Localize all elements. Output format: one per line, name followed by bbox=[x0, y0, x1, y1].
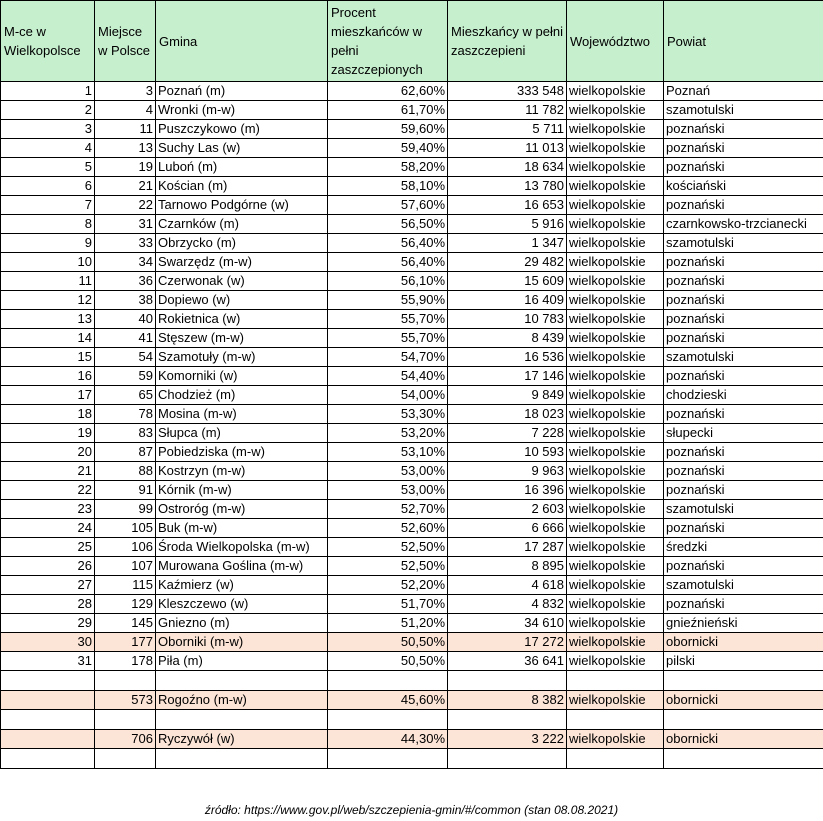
source-note: źródło: https://www.gov.pl/web/szczepienia-gmin/#/common (stan 08.08.2021) bbox=[204, 803, 619, 817]
cell-residents[interactable]: 4 618 bbox=[448, 576, 567, 595]
cell-percent[interactable]: 58,20% bbox=[328, 158, 448, 177]
cell-percent[interactable]: 51,20% bbox=[328, 614, 448, 633]
cell-voivodeship[interactable]: wielkopolskie bbox=[567, 557, 664, 576]
cell-gmina[interactable]: Komorniki (w) bbox=[156, 367, 328, 386]
table-row bbox=[1, 595, 823, 614]
header-gmina[interactable]: Gmina bbox=[156, 1, 328, 82]
cell-county[interactable]: poznański bbox=[664, 158, 823, 177]
cell-voivodeship[interactable]: wielkopolskie bbox=[567, 614, 664, 633]
cell-gmina[interactable]: Rogoźno (m-w) bbox=[156, 691, 328, 710]
header-voivodeship[interactable]: Województwo bbox=[567, 1, 664, 82]
empty-cell[interactable] bbox=[567, 710, 664, 730]
cell-rank-poland[interactable]: 38 bbox=[95, 291, 156, 310]
table-row bbox=[1, 538, 823, 557]
table-row bbox=[1, 234, 823, 253]
cell-rank-poland[interactable]: 65 bbox=[95, 386, 156, 405]
cell-rank-poland[interactable]: 87 bbox=[95, 443, 156, 462]
cell-rank-poland[interactable]: 178 bbox=[95, 652, 156, 671]
cell-gmina[interactable]: Swarzędz (m-w) bbox=[156, 253, 328, 272]
cell-county[interactable]: poznański bbox=[664, 443, 823, 462]
cell-voivodeship[interactable]: wielkopolskie bbox=[567, 348, 664, 367]
cell-residents[interactable]: 11 013 bbox=[448, 139, 567, 158]
cell-rank-wielkopolska[interactable]: 11 bbox=[1, 272, 95, 291]
cell-gmina[interactable]: Kościan (m) bbox=[156, 177, 328, 196]
cell-rank-poland[interactable]: 177 bbox=[95, 633, 156, 652]
cell-rank-poland[interactable]: 34 bbox=[95, 253, 156, 272]
cell-percent[interactable]: 52,70% bbox=[328, 500, 448, 519]
cell-county[interactable]: szamotulski bbox=[664, 234, 823, 253]
cell-residents[interactable]: 16 396 bbox=[448, 481, 567, 500]
cell-rank-poland[interactable]: 145 bbox=[95, 614, 156, 633]
cell-residents[interactable]: 8 439 bbox=[448, 329, 567, 348]
cell-percent[interactable]: 50,50% bbox=[328, 652, 448, 671]
cell-percent[interactable]: 52,60% bbox=[328, 519, 448, 538]
cell-voivodeship[interactable]: wielkopolskie bbox=[567, 272, 664, 291]
cell-rank-poland[interactable]: 36 bbox=[95, 272, 156, 291]
cell-county[interactable]: obornicki bbox=[664, 691, 823, 710]
cell-rank-poland[interactable]: 78 bbox=[95, 405, 156, 424]
cell-percent[interactable]: 45,60% bbox=[328, 691, 448, 710]
cell-percent[interactable]: 59,40% bbox=[328, 139, 448, 158]
cell-rank-poland[interactable]: 40 bbox=[95, 310, 156, 329]
cell-residents[interactable]: 18 023 bbox=[448, 405, 567, 424]
cell-voivodeship[interactable]: wielkopolskie bbox=[567, 120, 664, 139]
cell-rank-wielkopolska[interactable]: 16 bbox=[1, 367, 95, 386]
cell-residents[interactable]: 9 963 bbox=[448, 462, 567, 481]
cell-county[interactable]: poznański bbox=[664, 519, 823, 538]
empty-cell[interactable] bbox=[328, 671, 448, 691]
cell-county[interactable]: kościański bbox=[664, 177, 823, 196]
cell-county[interactable]: poznański bbox=[664, 139, 823, 158]
empty-cell[interactable] bbox=[95, 671, 156, 691]
empty-cell[interactable] bbox=[156, 671, 328, 691]
table-row bbox=[1, 557, 823, 576]
cell-residents[interactable]: 8 382 bbox=[448, 691, 567, 710]
empty-cell[interactable] bbox=[448, 749, 567, 769]
cell-voivodeship[interactable]: wielkopolskie bbox=[567, 196, 664, 215]
table-row bbox=[1, 329, 823, 348]
cell-county[interactable]: poznański bbox=[664, 120, 823, 139]
cell-county[interactable]: poznański bbox=[664, 405, 823, 424]
empty-cell[interactable] bbox=[664, 710, 823, 730]
cell-gmina[interactable]: Czerwonak (w) bbox=[156, 272, 328, 291]
cell-residents[interactable]: 6 666 bbox=[448, 519, 567, 538]
table-row bbox=[1, 272, 823, 291]
table-row bbox=[1, 576, 823, 595]
cell-county[interactable]: poznański bbox=[664, 272, 823, 291]
cell-rank-poland[interactable]: 115 bbox=[95, 576, 156, 595]
cell-county[interactable]: poznański bbox=[664, 196, 823, 215]
cell-residents[interactable]: 10 783 bbox=[448, 310, 567, 329]
cell-county[interactable]: szamotulski bbox=[664, 101, 823, 120]
cell-voivodeship[interactable]: wielkopolskie bbox=[567, 82, 664, 101]
cell-gmina[interactable]: Obrzycko (m) bbox=[156, 234, 328, 253]
cell-county[interactable]: poznański bbox=[664, 595, 823, 614]
cell-voivodeship[interactable]: wielkopolskie bbox=[567, 443, 664, 462]
table-row bbox=[1, 614, 823, 633]
cell-rank-poland[interactable]: 91 bbox=[95, 481, 156, 500]
empty-cell[interactable] bbox=[1, 749, 95, 769]
cell-residents[interactable]: 333 548 bbox=[448, 82, 567, 101]
cell-gmina[interactable]: Buk (m-w) bbox=[156, 519, 328, 538]
cell-gmina[interactable]: Środa Wielkopolska (m-w) bbox=[156, 538, 328, 557]
cell-voivodeship[interactable]: wielkopolskie bbox=[567, 500, 664, 519]
cell-rank-poland[interactable]: 59 bbox=[95, 367, 156, 386]
empty-cell[interactable] bbox=[567, 749, 664, 769]
cell-rank-poland[interactable]: 83 bbox=[95, 424, 156, 443]
cell-rank-poland[interactable]: 3 bbox=[95, 82, 156, 101]
cell-percent[interactable]: 51,70% bbox=[328, 595, 448, 614]
cell-gmina[interactable]: Mosina (m-w) bbox=[156, 405, 328, 424]
cell-voivodeship[interactable]: wielkopolskie bbox=[567, 215, 664, 234]
cell-residents[interactable]: 17 272 bbox=[448, 633, 567, 652]
cell-county[interactable]: obornicki bbox=[664, 730, 823, 749]
cell-rank-poland[interactable]: 11 bbox=[95, 120, 156, 139]
cell-rank-wielkopolska[interactable] bbox=[1, 691, 95, 710]
empty-cell[interactable] bbox=[1, 710, 95, 730]
cell-rank-wielkopolska[interactable] bbox=[1, 730, 95, 749]
cell-rank-wielkopolska[interactable]: 30 bbox=[1, 633, 95, 652]
header-percent-vaccinated[interactable]: Procent mieszkańców w pełni zaszczepionych bbox=[328, 1, 448, 82]
cell-rank-wielkopolska[interactable]: 27 bbox=[1, 576, 95, 595]
cell-gmina[interactable]: Kleszczewo (w) bbox=[156, 595, 328, 614]
cell-residents[interactable]: 1 347 bbox=[448, 234, 567, 253]
cell-voivodeship[interactable]: wielkopolskie bbox=[567, 177, 664, 196]
cell-gmina[interactable]: Stęszew (m-w) bbox=[156, 329, 328, 348]
cell-gmina[interactable]: Ryczywół (w) bbox=[156, 730, 328, 749]
cell-rank-wielkopolska[interactable]: 2 bbox=[1, 101, 95, 120]
table-row bbox=[1, 424, 823, 443]
cell-gmina[interactable]: Tarnowo Podgórne (w) bbox=[156, 196, 328, 215]
cell-residents[interactable]: 4 832 bbox=[448, 595, 567, 614]
cell-county[interactable]: pilski bbox=[664, 652, 823, 671]
cell-rank-wielkopolska[interactable]: 9 bbox=[1, 234, 95, 253]
cell-percent[interactable]: 53,20% bbox=[328, 424, 448, 443]
cell-gmina[interactable]: Chodzież (m) bbox=[156, 386, 328, 405]
cell-residents[interactable]: 17 146 bbox=[448, 367, 567, 386]
cell-rank-poland[interactable]: 573 bbox=[95, 691, 156, 710]
empty-cell[interactable] bbox=[567, 671, 664, 691]
cell-gmina[interactable]: Czarnków (m) bbox=[156, 215, 328, 234]
cell-county[interactable]: szamotulski bbox=[664, 500, 823, 519]
cell-rank-wielkopolska[interactable]: 29 bbox=[1, 614, 95, 633]
cell-gmina[interactable]: Puszczykowo (m) bbox=[156, 120, 328, 139]
cell-voivodeship[interactable]: wielkopolskie bbox=[567, 652, 664, 671]
cell-gmina[interactable]: Suchy Las (w) bbox=[156, 139, 328, 158]
empty-cell[interactable] bbox=[664, 749, 823, 769]
table-row bbox=[1, 462, 823, 481]
cell-percent[interactable]: 62,60% bbox=[328, 82, 448, 101]
cell-voivodeship[interactable]: wielkopolskie bbox=[567, 234, 664, 253]
table-row bbox=[1, 386, 823, 405]
cell-county[interactable]: poznański bbox=[664, 253, 823, 272]
cell-rank-wielkopolska[interactable]: 17 bbox=[1, 386, 95, 405]
cell-percent[interactable]: 55,70% bbox=[328, 310, 448, 329]
cell-gmina[interactable]: Piła (m) bbox=[156, 652, 328, 671]
cell-rank-wielkopolska[interactable]: 12 bbox=[1, 291, 95, 310]
cell-rank-wielkopolska[interactable]: 23 bbox=[1, 500, 95, 519]
cell-rank-poland[interactable]: 54 bbox=[95, 348, 156, 367]
table-row bbox=[1, 500, 823, 519]
cell-voivodeship[interactable]: wielkopolskie bbox=[567, 405, 664, 424]
cell-rank-wielkopolska[interactable]: 25 bbox=[1, 538, 95, 557]
cell-rank-poland[interactable]: 105 bbox=[95, 519, 156, 538]
cell-residents[interactable]: 5 916 bbox=[448, 215, 567, 234]
cell-county[interactable]: poznański bbox=[664, 310, 823, 329]
cell-county[interactable]: Poznań bbox=[664, 82, 823, 101]
table-body bbox=[1, 82, 823, 769]
cell-residents[interactable]: 5 711 bbox=[448, 120, 567, 139]
empty-row bbox=[1, 749, 823, 769]
table-row bbox=[1, 158, 823, 177]
cell-rank-poland[interactable]: 706 bbox=[95, 730, 156, 749]
empty-row bbox=[1, 671, 823, 691]
cell-gmina[interactable]: Kaźmierz (w) bbox=[156, 576, 328, 595]
cell-rank-poland[interactable]: 33 bbox=[95, 234, 156, 253]
cell-residents[interactable]: 2 603 bbox=[448, 500, 567, 519]
cell-percent[interactable]: 50,50% bbox=[328, 633, 448, 652]
cell-voivodeship[interactable]: wielkopolskie bbox=[567, 576, 664, 595]
table-row bbox=[1, 405, 823, 424]
cell-rank-wielkopolska[interactable]: 8 bbox=[1, 215, 95, 234]
cell-voivodeship[interactable]: wielkopolskie bbox=[567, 519, 664, 538]
cell-percent[interactable]: 54,00% bbox=[328, 386, 448, 405]
cell-rank-wielkopolska[interactable]: 15 bbox=[1, 348, 95, 367]
empty-cell[interactable] bbox=[328, 710, 448, 730]
empty-cell[interactable] bbox=[448, 710, 567, 730]
cell-residents[interactable]: 7 228 bbox=[448, 424, 567, 443]
cell-percent[interactable]: 54,40% bbox=[328, 367, 448, 386]
cell-rank-wielkopolska[interactable]: 18 bbox=[1, 405, 95, 424]
cell-residents[interactable]: 36 641 bbox=[448, 652, 567, 671]
cell-rank-poland[interactable]: 22 bbox=[95, 196, 156, 215]
cell-rank-poland[interactable]: 107 bbox=[95, 557, 156, 576]
cell-rank-wielkopolska[interactable]: 21 bbox=[1, 462, 95, 481]
table-row bbox=[1, 652, 823, 671]
cell-gmina[interactable]: Murowana Goślina (m-w) bbox=[156, 557, 328, 576]
cell-percent[interactable]: 56,40% bbox=[328, 234, 448, 253]
empty-cell[interactable] bbox=[95, 749, 156, 769]
cell-rank-poland[interactable]: 13 bbox=[95, 139, 156, 158]
cell-percent[interactable]: 53,00% bbox=[328, 462, 448, 481]
cell-county[interactable]: poznański bbox=[664, 329, 823, 348]
table-row bbox=[1, 120, 823, 139]
cell-residents[interactable]: 17 287 bbox=[448, 538, 567, 557]
table-row bbox=[1, 633, 823, 652]
cell-county[interactable]: średzki bbox=[664, 538, 823, 557]
cell-percent[interactable]: 54,70% bbox=[328, 348, 448, 367]
cell-voivodeship[interactable]: wielkopolskie bbox=[567, 367, 664, 386]
cell-rank-poland[interactable]: 129 bbox=[95, 595, 156, 614]
cell-county[interactable]: poznański bbox=[664, 462, 823, 481]
empty-cell[interactable] bbox=[448, 671, 567, 691]
cell-gmina[interactable]: Oborniki (m-w) bbox=[156, 633, 328, 652]
cell-residents[interactable]: 16 409 bbox=[448, 291, 567, 310]
cell-rank-wielkopolska[interactable]: 10 bbox=[1, 253, 95, 272]
table-row bbox=[1, 348, 823, 367]
cell-voivodeship[interactable]: wielkopolskie bbox=[567, 158, 664, 177]
cell-voivodeship[interactable]: wielkopolskie bbox=[567, 329, 664, 348]
cell-rank-poland[interactable]: 41 bbox=[95, 329, 156, 348]
cell-county[interactable]: gnieźnieński bbox=[664, 614, 823, 633]
header-rank-poland[interactable]: Miejsce w Polsce bbox=[95, 1, 156, 82]
cell-residents[interactable]: 9 849 bbox=[448, 386, 567, 405]
cell-voivodeship[interactable]: wielkopolskie bbox=[567, 386, 664, 405]
cell-residents[interactable]: 13 780 bbox=[448, 177, 567, 196]
cell-county[interactable]: poznański bbox=[664, 481, 823, 500]
cell-rank-wielkopolska[interactable]: 5 bbox=[1, 158, 95, 177]
cell-percent[interactable]: 59,60% bbox=[328, 120, 448, 139]
empty-cell[interactable] bbox=[156, 749, 328, 769]
cell-rank-poland[interactable]: 88 bbox=[95, 462, 156, 481]
cell-county[interactable]: słupecki bbox=[664, 424, 823, 443]
empty-cell[interactable] bbox=[156, 710, 328, 730]
cell-rank-wielkopolska[interactable]: 14 bbox=[1, 329, 95, 348]
cell-voivodeship[interactable]: wielkopolskie bbox=[567, 462, 664, 481]
cell-percent[interactable]: 61,70% bbox=[328, 101, 448, 120]
cell-rank-wielkopolska[interactable]: 24 bbox=[1, 519, 95, 538]
empty-cell[interactable] bbox=[664, 671, 823, 691]
cell-residents[interactable]: 8 895 bbox=[448, 557, 567, 576]
cell-gmina[interactable]: Poznań (m) bbox=[156, 82, 328, 101]
cell-rank-poland[interactable]: 19 bbox=[95, 158, 156, 177]
cell-residents[interactable]: 3 222 bbox=[448, 730, 567, 749]
cell-gmina[interactable]: Wronki (m-w) bbox=[156, 101, 328, 120]
cell-gmina[interactable]: Ostroróg (m-w) bbox=[156, 500, 328, 519]
table-row bbox=[1, 101, 823, 120]
cell-voivodeship[interactable]: wielkopolskie bbox=[567, 538, 664, 557]
cell-residents[interactable]: 29 482 bbox=[448, 253, 567, 272]
header-residents-vaccinated[interactable]: Mieszkańcy w pełni zaszczepieni bbox=[448, 1, 567, 82]
cell-gmina[interactable]: Gniezno (m) bbox=[156, 614, 328, 633]
cell-county[interactable]: poznański bbox=[664, 291, 823, 310]
empty-cell[interactable] bbox=[328, 749, 448, 769]
cell-rank-wielkopolska[interactable]: 19 bbox=[1, 424, 95, 443]
cell-percent[interactable]: 52,50% bbox=[328, 557, 448, 576]
table-row bbox=[1, 196, 823, 215]
cell-rank-wielkopolska[interactable]: 3 bbox=[1, 120, 95, 139]
cell-rank-poland[interactable]: 4 bbox=[95, 101, 156, 120]
table-header bbox=[1, 1, 823, 82]
cell-percent[interactable]: 56,40% bbox=[328, 253, 448, 272]
cell-percent[interactable]: 55,70% bbox=[328, 329, 448, 348]
cell-percent[interactable]: 56,50% bbox=[328, 215, 448, 234]
cell-residents[interactable]: 34 610 bbox=[448, 614, 567, 633]
cell-percent[interactable]: 58,10% bbox=[328, 177, 448, 196]
cell-voivodeship[interactable]: wielkopolskie bbox=[567, 633, 664, 652]
cell-residents[interactable]: 16 536 bbox=[448, 348, 567, 367]
cell-rank-wielkopolska[interactable]: 4 bbox=[1, 139, 95, 158]
empty-cell[interactable] bbox=[95, 710, 156, 730]
table-row bbox=[1, 691, 823, 710]
cell-percent[interactable]: 52,20% bbox=[328, 576, 448, 595]
cell-rank-poland[interactable]: 106 bbox=[95, 538, 156, 557]
cell-rank-wielkopolska[interactable]: 1 bbox=[1, 82, 95, 101]
table-row bbox=[1, 730, 823, 749]
header-county[interactable]: Powiat bbox=[664, 1, 823, 82]
table-row bbox=[1, 139, 823, 158]
cell-gmina[interactable]: Słupca (m) bbox=[156, 424, 328, 443]
cell-voivodeship[interactable]: wielkopolskie bbox=[567, 253, 664, 272]
cell-voivodeship[interactable]: wielkopolskie bbox=[567, 595, 664, 614]
empty-cell[interactable] bbox=[1, 671, 95, 691]
cell-gmina[interactable]: Dopiewo (w) bbox=[156, 291, 328, 310]
cell-voivodeship[interactable]: wielkopolskie bbox=[567, 730, 664, 749]
cell-rank-wielkopolska[interactable]: 26 bbox=[1, 557, 95, 576]
table-row bbox=[1, 253, 823, 272]
table-row bbox=[1, 443, 823, 462]
cell-county[interactable]: chodzieski bbox=[664, 386, 823, 405]
cell-rank-wielkopolska[interactable]: 31 bbox=[1, 652, 95, 671]
cell-rank-wielkopolska[interactable]: 13 bbox=[1, 310, 95, 329]
table-row bbox=[1, 367, 823, 386]
cell-voivodeship[interactable]: wielkopolskie bbox=[567, 310, 664, 329]
table-row bbox=[1, 310, 823, 329]
cell-voivodeship[interactable]: wielkopolskie bbox=[567, 481, 664, 500]
cell-residents[interactable]: 18 634 bbox=[448, 158, 567, 177]
table-row bbox=[1, 519, 823, 538]
cell-rank-poland[interactable]: 21 bbox=[95, 177, 156, 196]
cell-county[interactable]: poznański bbox=[664, 557, 823, 576]
table-row bbox=[1, 82, 823, 101]
cell-gmina[interactable]: Szamotuły (m-w) bbox=[156, 348, 328, 367]
cell-gmina[interactable]: Kostrzyn (m-w) bbox=[156, 462, 328, 481]
cell-voivodeship[interactable]: wielkopolskie bbox=[567, 424, 664, 443]
empty-row bbox=[1, 710, 823, 730]
cell-voivodeship[interactable]: wielkopolskie bbox=[567, 291, 664, 310]
cell-percent[interactable]: 53,30% bbox=[328, 405, 448, 424]
table-row bbox=[1, 481, 823, 500]
cell-rank-wielkopolska[interactable]: 22 bbox=[1, 481, 95, 500]
cell-county[interactable]: szamotulski bbox=[664, 576, 823, 595]
table-row bbox=[1, 177, 823, 196]
cell-rank-poland[interactable]: 31 bbox=[95, 215, 156, 234]
cell-gmina[interactable]: Luboń (m) bbox=[156, 158, 328, 177]
cell-residents[interactable]: 15 609 bbox=[448, 272, 567, 291]
cell-county[interactable]: czarnkowsko-trzcianecki bbox=[664, 215, 823, 234]
cell-rank-wielkopolska[interactable]: 6 bbox=[1, 177, 95, 196]
cell-voivodeship[interactable]: wielkopolskie bbox=[567, 691, 664, 710]
cell-county[interactable]: poznański bbox=[664, 367, 823, 386]
cell-percent[interactable]: 56,10% bbox=[328, 272, 448, 291]
cell-percent[interactable]: 44,30% bbox=[328, 730, 448, 749]
cell-percent[interactable]: 57,60% bbox=[328, 196, 448, 215]
cell-percent[interactable]: 55,90% bbox=[328, 291, 448, 310]
table-row bbox=[1, 215, 823, 234]
cell-voivodeship[interactable]: wielkopolskie bbox=[567, 139, 664, 158]
cell-rank-wielkopolska[interactable]: 20 bbox=[1, 443, 95, 462]
cell-rank-wielkopolska[interactable]: 28 bbox=[1, 595, 95, 614]
cell-residents[interactable]: 10 593 bbox=[448, 443, 567, 462]
cell-voivodeship[interactable]: wielkopolskie bbox=[567, 101, 664, 120]
header-rank-wielkopolska[interactable]: M-ce w Wielkopolsce bbox=[1, 1, 95, 82]
cell-gmina[interactable]: Pobiedziska (m-w) bbox=[156, 443, 328, 462]
cell-county[interactable]: szamotulski bbox=[664, 348, 823, 367]
cell-gmina[interactable]: Kórnik (m-w) bbox=[156, 481, 328, 500]
cell-percent[interactable]: 53,10% bbox=[328, 443, 448, 462]
cell-county[interactable]: obornicki bbox=[664, 633, 823, 652]
cell-gmina[interactable]: Rokietnica (w) bbox=[156, 310, 328, 329]
cell-percent[interactable]: 52,50% bbox=[328, 538, 448, 557]
cell-rank-wielkopolska[interactable]: 7 bbox=[1, 196, 95, 215]
cell-residents[interactable]: 11 782 bbox=[448, 101, 567, 120]
header-row bbox=[1, 1, 823, 82]
cell-percent[interactable]: 53,00% bbox=[328, 481, 448, 500]
table-row bbox=[1, 291, 823, 310]
cell-residents[interactable]: 16 653 bbox=[448, 196, 567, 215]
cell-rank-poland[interactable]: 99 bbox=[95, 500, 156, 519]
